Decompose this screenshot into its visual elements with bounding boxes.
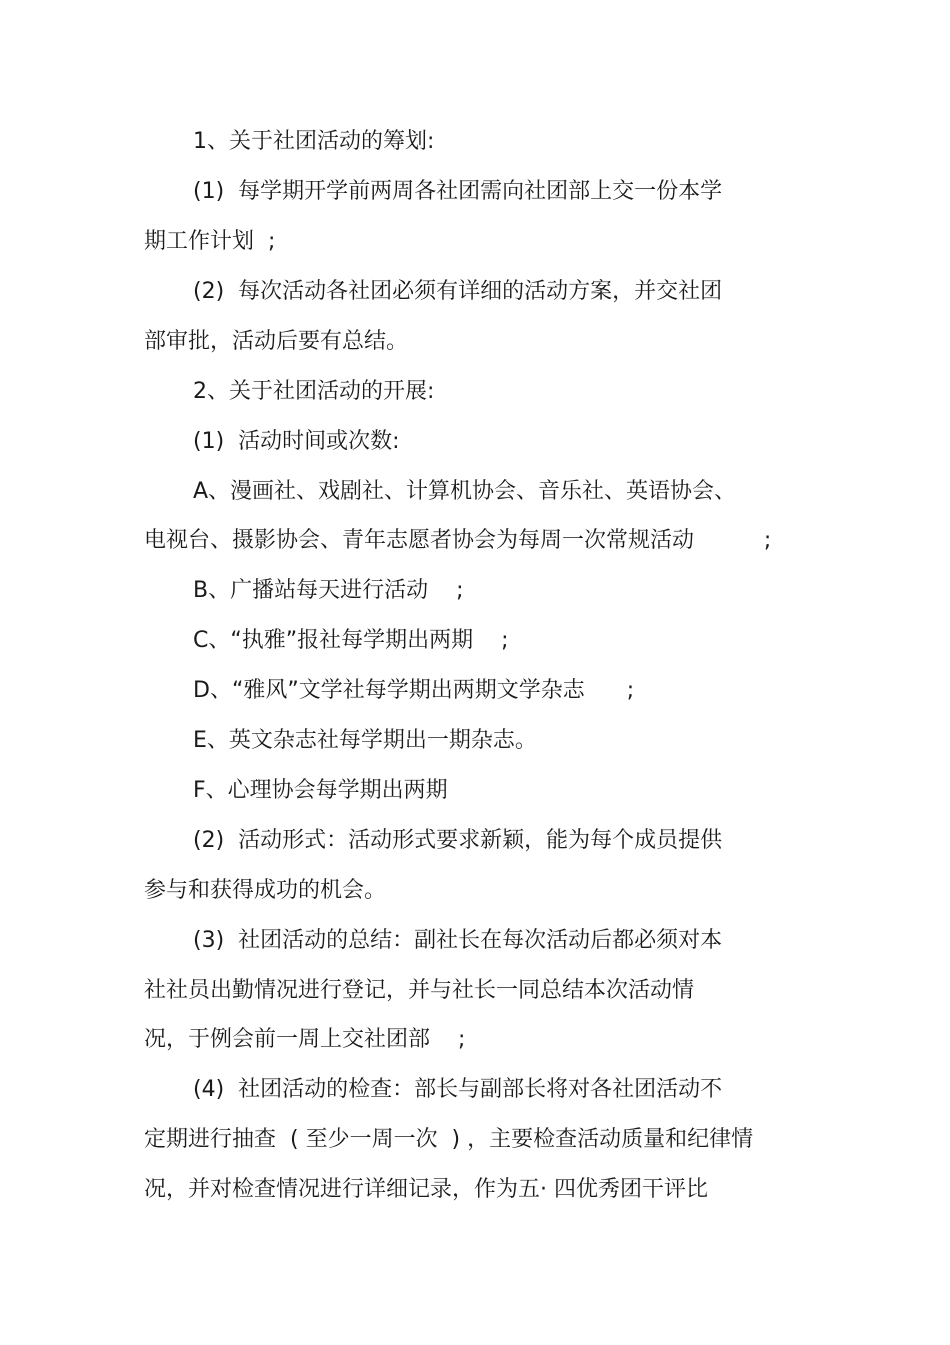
- text-line: 参与和获得成功的机会。: [144, 878, 387, 903]
- text-line: 况，于例会前一周上交社团部 ;: [144, 1027, 466, 1052]
- text-line: 电视台、摄影协会、青年志愿者协会为每周一次常规活动 ;: [144, 528, 772, 553]
- text-line: (4) 社团活动的检查：部长与副部长将对各社团活动不: [193, 1077, 723, 1102]
- text-line: C、“执雅”报社每学期出两期 ;: [193, 628, 509, 653]
- text-line: (2) 活动形式：活动形式要求新颖，能为每个成员提供: [193, 828, 723, 853]
- text-line: 期工作计划 ;: [144, 229, 276, 254]
- text-line: 部审批，活动后要有总结。: [144, 329, 409, 354]
- text-line: (3) 社团活动的总结：副社长在每次活动后都必须对本: [193, 928, 723, 953]
- text-line: 定期进行抽查 ( 至少一周一次 ) ，主要检查活动质量和纪律情: [144, 1127, 754, 1152]
- text-line: 况，并对检查情况进行详细记录，作为五· 四优秀团干评比: [144, 1177, 708, 1202]
- text-line: E、英文杂志社每学期出一期杂志。: [193, 728, 537, 753]
- text-line: (1) 活动时间或次数:: [193, 429, 400, 454]
- text-line: 社社员出勤情况进行登记，并与社长一同总结本次活动情: [144, 978, 695, 1003]
- text-line: 2、关于社团活动的开展:: [193, 379, 435, 404]
- text-line: A、漫画社、戏剧社、计算机协会、音乐社、英语协会、: [193, 479, 737, 504]
- text-line: 1、关于社团活动的筹划:: [193, 129, 435, 154]
- text-line: (2) 每次活动各社团必须有详细的活动方案，并交社团: [193, 279, 723, 304]
- text-line: B、广播站每天进行活动 ;: [193, 578, 464, 603]
- text-line: (1) 每学期开学前两周各社团需向社团部上交一份本学: [193, 179, 723, 204]
- text-line: F、心理协会每学期出两期: [193, 778, 448, 803]
- text-line: D、“雅风”文学社每学期出两期文学杂志 ;: [193, 678, 635, 703]
